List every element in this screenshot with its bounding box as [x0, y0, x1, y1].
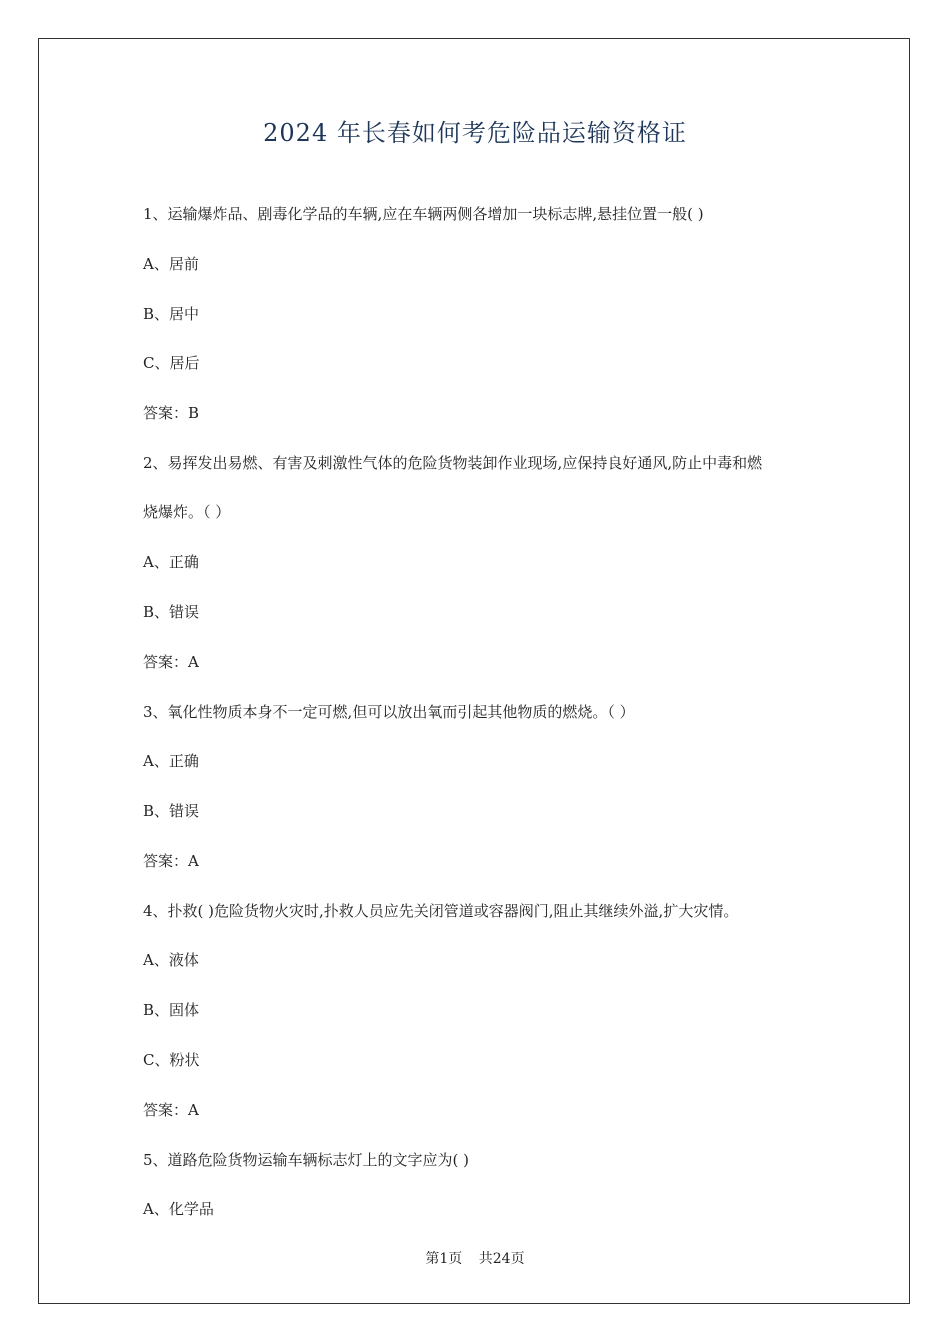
question-3-text: 3、氧化性物质本身不一定可燃,但可以放出氧而引起其他物质的燃烧。（ ） — [143, 703, 635, 721]
question-1-option-c: C、居后 — [143, 354, 200, 372]
question-3-option-b: B、错误 — [143, 802, 200, 820]
question-3-option-a: A、正确 — [143, 752, 199, 770]
question-2-answer: 答案：A — [143, 653, 199, 671]
question-4-answer: 答案：A — [143, 1101, 199, 1119]
question-1-answer: 答案：B — [143, 404, 200, 422]
page-total: 共24页 — [478, 1251, 525, 1267]
page-number: 第1页 — [425, 1251, 463, 1267]
question-2-text-continued: 烧爆炸。（ ） — [143, 503, 231, 521]
question-4-option-c: C、粉状 — [143, 1051, 200, 1069]
question-1-option-b: B、居中 — [143, 305, 200, 323]
question-1-option-a: A、居前 — [143, 255, 199, 273]
question-4-option-a: A、液体 — [143, 951, 199, 969]
page-footer — [0, 1248, 950, 1268]
question-2-option-a: A、正确 — [143, 553, 199, 571]
question-5-text: 5、道路危险货物运输车辆标志灯上的文字应为( ) — [143, 1151, 470, 1169]
question-1-text: 1、运输爆炸品、剧毒化学品的车辆,应在车辆两侧各增加一块标志牌,悬挂位置一般( ) — [143, 205, 704, 223]
question-3-answer: 答案：A — [143, 852, 199, 870]
question-2-option-b: B、错误 — [143, 603, 200, 621]
document-title: 2024 年长春如何考危险品运输资格证 — [263, 119, 687, 147]
question-4-text: 4、扑救( )危险货物火灾时,扑救人员应先关闭管道或容器阀门,阻止其继续外溢,扩大灾情。 — [143, 902, 739, 920]
question-2-text: 2、易挥发出易燃、有害及刺激性气体的危险货物装卸作业现场,应保持良好通风,防止中毒和燃 — [143, 454, 763, 472]
question-5-option-a: A、化学品 — [143, 1200, 214, 1218]
question-4-option-b: B、固体 — [143, 1001, 200, 1019]
